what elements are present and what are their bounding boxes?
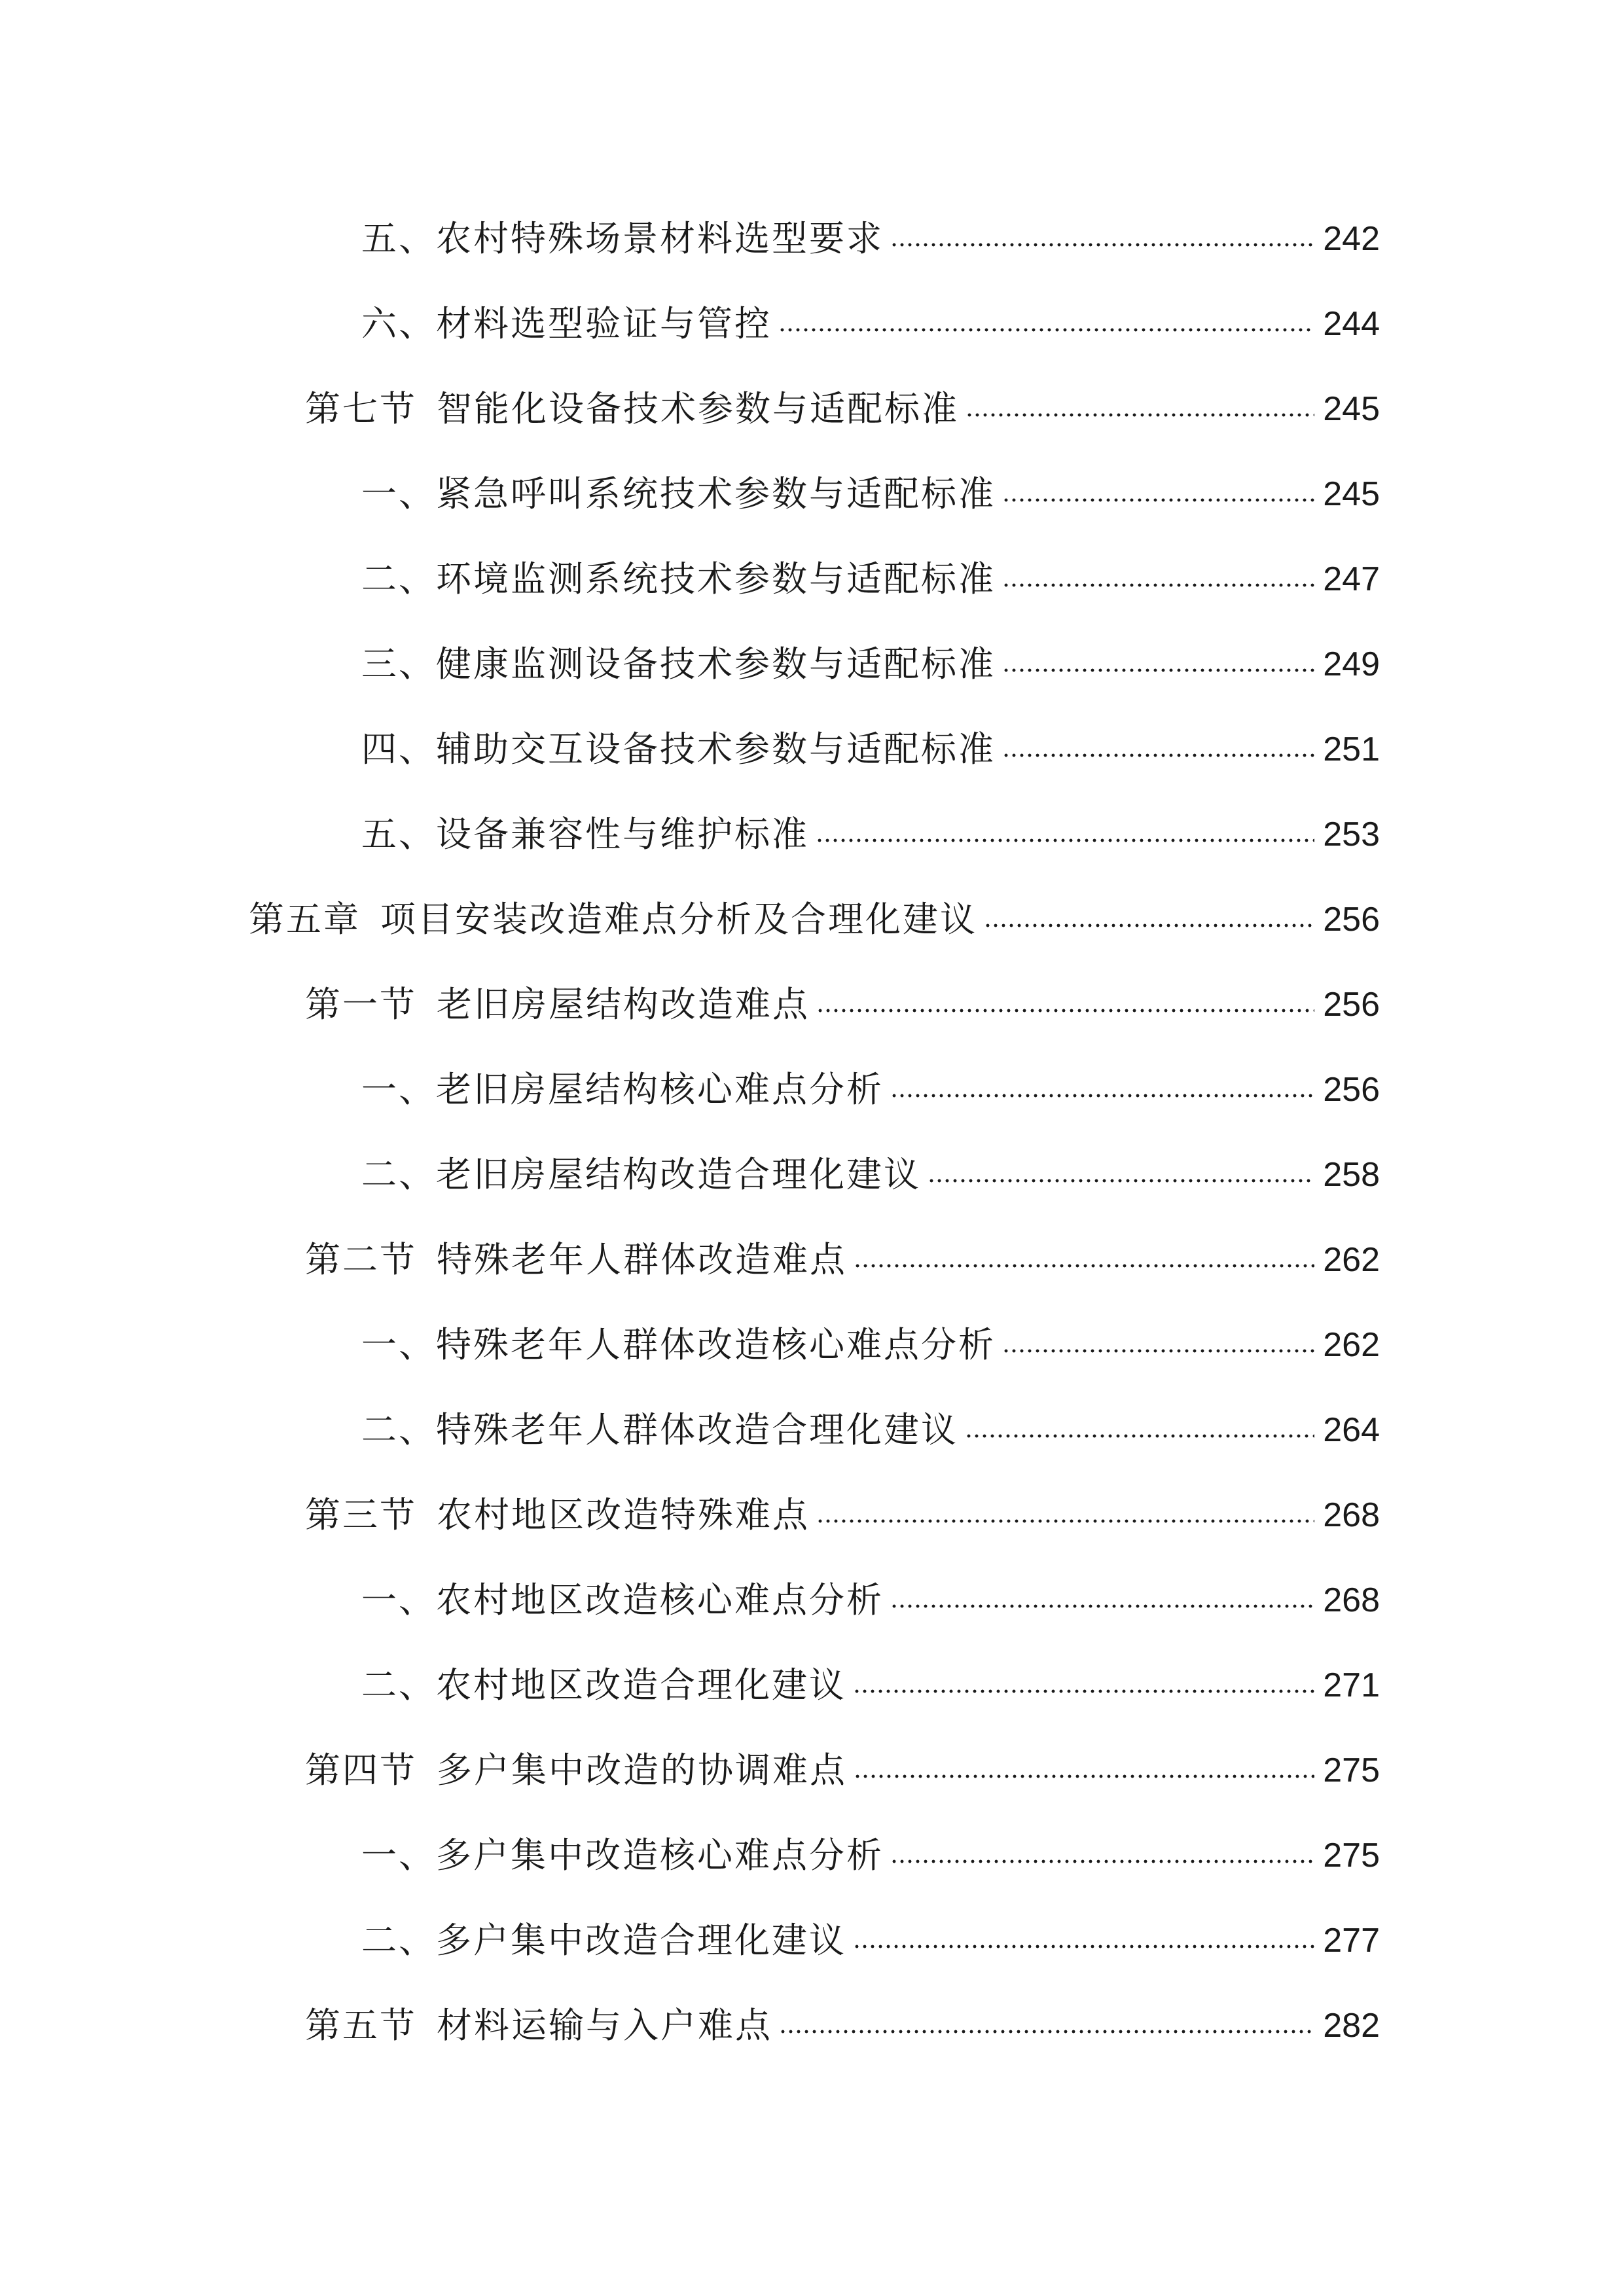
dot-leader (854, 1774, 1314, 1778)
toc-entry-title: 二、特殊老年人群体改造合理化建议 (361, 1409, 958, 1450)
toc-entry-number: 第五节 (305, 2005, 417, 2046)
toc-page-number: 256 (1323, 1071, 1380, 1109)
dot-leader (1002, 498, 1314, 502)
dot-leader (816, 838, 1314, 842)
toc-entry[interactable] (0, 622, 1624, 707)
toc-entry-section[interactable] (0, 1728, 1624, 1813)
toc-entry-label (361, 1664, 846, 1706)
toc-entry-label (361, 1835, 884, 1876)
toc-entry-section[interactable] (0, 367, 1624, 452)
toc-entry[interactable] (0, 1047, 1624, 1132)
toc-page-number: 245 (1323, 390, 1380, 428)
toc-entry-title: 材料运输与入户难点 (437, 2005, 772, 2046)
dot-leader (1002, 668, 1314, 672)
toc-entry-title: 一、老旧房屋结构核心难点分析 (361, 1069, 884, 1110)
toc-page-number: 262 (1323, 1326, 1380, 1364)
toc-entry[interactable] (0, 1643, 1624, 1728)
toc-entry-title: 五、设备兼容性与维护标准 (361, 814, 809, 855)
toc-entry-title: 三、健康监测设备技术参数与适配标准 (361, 643, 996, 685)
toc-entry-title: 一、特殊老年人群体改造核心难点分析 (361, 1324, 996, 1365)
toc-page-number: 247 (1323, 560, 1380, 598)
dot-leader (1002, 583, 1314, 587)
toc-entry-label (361, 473, 996, 514)
toc-page-number: 249 (1323, 645, 1380, 683)
toc-entry-label (361, 1154, 921, 1195)
dot-leader (890, 1604, 1314, 1608)
dot-leader (1002, 1349, 1314, 1353)
toc-page-number: 256 (1323, 901, 1380, 939)
toc-entry-label (361, 728, 996, 770)
toc-entry-title: 农村地区改造特殊难点 (437, 1494, 810, 1535)
dot-leader (854, 1264, 1314, 1268)
toc-entry-label (361, 218, 884, 259)
dot-leader (816, 1009, 1314, 1013)
toc-entry-label (305, 984, 810, 1025)
toc-entry-label (305, 2005, 772, 2046)
toc-entry-number: 第三节 (305, 1494, 417, 1535)
toc-entry-title: 特殊老年人群体改造难点 (437, 1239, 847, 1280)
toc-entry-title: 一、多户集中改造核心难点分析 (361, 1835, 884, 1876)
toc-entry-title: 项目安装改造难点分析及合理化建议 (380, 899, 977, 940)
toc-entry-title: 二、农村地区改造合理化建议 (361, 1664, 846, 1706)
dot-leader (965, 413, 1314, 417)
toc-entry-number: 第二节 (305, 1239, 417, 1280)
dot-leader (984, 924, 1314, 927)
toc-page-number: 258 (1323, 1156, 1380, 1194)
toc-entry[interactable] (0, 1558, 1624, 1643)
toc-entry-title: 二、多户集中改造合理化建议 (361, 1920, 846, 1961)
toc-entry-section[interactable] (0, 1473, 1624, 1558)
toc-page-number: 282 (1323, 2007, 1380, 2045)
toc-entry-title: 六、材料选型验证与管控 (361, 303, 772, 344)
toc-page-number: 275 (1323, 1837, 1380, 1874)
toc-page-number: 244 (1323, 305, 1380, 343)
toc-entry[interactable] (0, 537, 1624, 622)
dot-leader (778, 328, 1314, 332)
toc-entry-chapter[interactable] (0, 877, 1624, 962)
toc-page-number: 256 (1323, 986, 1380, 1024)
toc-entry-label (361, 1324, 996, 1365)
toc-entry-label (305, 388, 959, 429)
toc-page-number: 262 (1323, 1241, 1380, 1279)
toc-entry-label (361, 558, 996, 600)
toc-entry-number: 第一节 (305, 984, 417, 1025)
dot-leader (1002, 753, 1314, 757)
toc-entry-title: 四、辅助交互设备技术参数与适配标准 (361, 728, 996, 770)
toc-entry-section[interactable] (0, 1217, 1624, 1302)
dot-leader (853, 1689, 1314, 1693)
toc-entry[interactable] (0, 792, 1624, 877)
toc-page-number: 242 (1323, 220, 1380, 258)
toc-entry[interactable] (0, 1813, 1624, 1898)
toc-entry-section[interactable] (0, 1983, 1624, 2068)
dot-leader (853, 1945, 1314, 1948)
toc-page-number: 253 (1323, 816, 1380, 853)
toc-entry[interactable] (0, 1132, 1624, 1217)
toc-entry-number: 第七节 (305, 388, 417, 429)
toc-entry[interactable] (0, 281, 1624, 367)
toc-entry-label (361, 1069, 884, 1110)
toc-entry[interactable] (0, 452, 1624, 537)
toc-entry-title: 五、农村特殊场景材料选型要求 (361, 218, 884, 259)
dot-leader (928, 1179, 1314, 1183)
dot-leader (890, 243, 1314, 247)
toc-entry[interactable] (0, 1898, 1624, 1983)
toc-entry-title: 一、农村地区改造核心难点分析 (361, 1579, 884, 1621)
toc-page-number: 251 (1323, 730, 1380, 768)
toc-page-number: 264 (1323, 1411, 1380, 1449)
toc-entry-label (361, 1409, 958, 1450)
toc-entry-section[interactable] (0, 962, 1624, 1047)
dot-leader (965, 1434, 1314, 1438)
dot-leader (890, 1859, 1314, 1863)
toc-entry-label (305, 1749, 847, 1791)
toc-entry-number: 第五章 (249, 899, 361, 940)
toc-entry[interactable] (0, 1302, 1624, 1388)
toc-entry-title: 智能化设备技术参数与适配标准 (437, 388, 959, 429)
toc-entry-title: 老旧房屋结构改造难点 (437, 984, 810, 1025)
toc-entry-label (361, 303, 772, 344)
toc-entry-label (305, 1239, 847, 1280)
dot-leader (779, 2030, 1314, 2034)
toc-entry-number: 第四节 (305, 1749, 417, 1791)
toc-page-number: 245 (1323, 475, 1380, 513)
toc-entry[interactable] (0, 196, 1624, 281)
dot-leader (816, 1519, 1314, 1523)
table-of-contents (0, 196, 1624, 2068)
toc-entry-label (361, 643, 996, 685)
toc-page-number: 275 (1323, 1751, 1380, 1789)
toc-entry-title: 一、紧急呼叫系统技术参数与适配标准 (361, 473, 996, 514)
toc-entry-label (249, 899, 977, 940)
toc-page-number: 268 (1323, 1581, 1380, 1619)
toc-page-number: 268 (1323, 1496, 1380, 1534)
toc-entry[interactable] (0, 707, 1624, 792)
toc-entry-label (361, 1920, 846, 1961)
toc-entry[interactable] (0, 1388, 1624, 1473)
dot-leader (890, 1094, 1314, 1098)
toc-entry-label (305, 1494, 810, 1535)
toc-page-number: 277 (1323, 1922, 1380, 1960)
toc-entry-label (361, 814, 809, 855)
toc-entry-label (361, 1579, 884, 1621)
toc-entry-title: 二、环境监测系统技术参数与适配标准 (361, 558, 996, 600)
toc-page-number: 271 (1323, 1666, 1380, 1704)
toc-entry-title: 多户集中改造的协调难点 (437, 1749, 847, 1791)
toc-entry-title: 二、老旧房屋结构改造合理化建议 (361, 1154, 921, 1195)
